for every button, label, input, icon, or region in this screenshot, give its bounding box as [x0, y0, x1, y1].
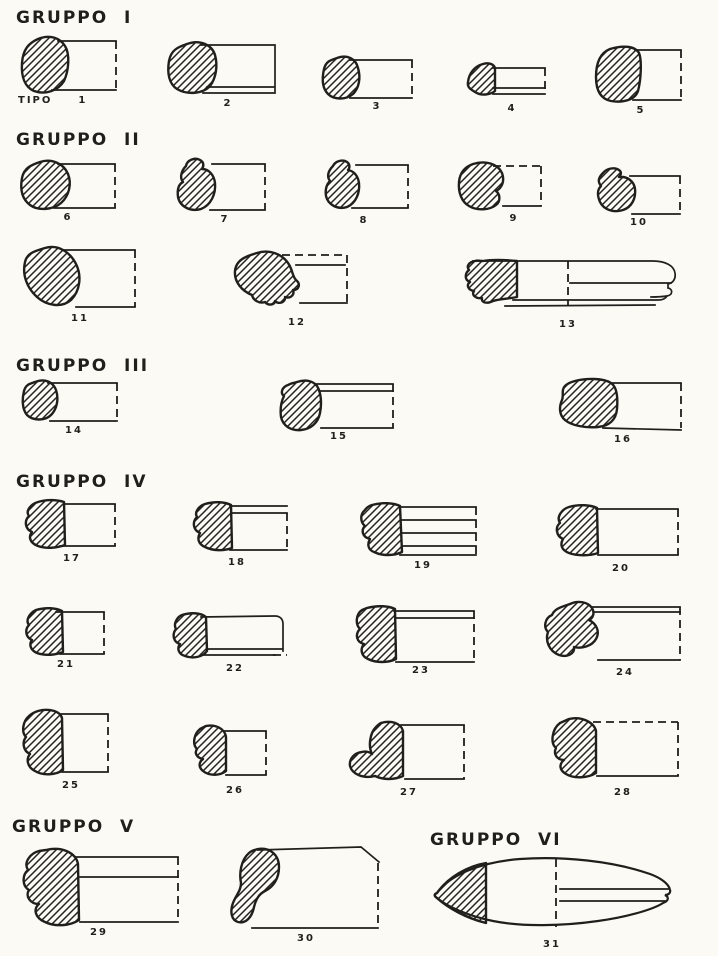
type-label-27: 27	[400, 787, 418, 798]
profile-figure-31	[428, 853, 682, 937]
profile-figure-1	[18, 34, 122, 100]
type-label-28: 28	[614, 787, 632, 798]
type-label-2: 2	[223, 98, 233, 109]
wall-outline-15	[315, 384, 393, 428]
rim-section-19	[361, 503, 402, 555]
rim-section-24	[545, 602, 598, 656]
type-label-30: 30	[297, 933, 315, 944]
wall-outline-22	[201, 616, 283, 655]
rim-section-14	[23, 380, 58, 419]
wall-outline-26	[224, 731, 266, 775]
profile-figure-9	[455, 160, 545, 218]
rim-section-25	[23, 710, 63, 774]
break-line-28	[593, 722, 678, 776]
group-title-2: GRUPPO II	[16, 130, 141, 150]
rim-section-1	[22, 37, 68, 93]
profile-figure-16	[555, 376, 685, 438]
type-label-31: 31	[543, 939, 561, 950]
profile-figure-24	[540, 598, 684, 666]
rim-section-31	[435, 863, 486, 923]
type-label-13: 13	[559, 319, 577, 330]
wall-outline-18	[230, 506, 287, 550]
wall-outline-20	[596, 509, 678, 555]
profile-figure-7	[172, 156, 268, 218]
profile-figure-11	[20, 244, 140, 314]
rim-section-12	[235, 252, 299, 305]
wall-lines-31	[560, 889, 668, 901]
rim-section-11	[24, 247, 79, 305]
rim-section-22	[174, 613, 207, 657]
rim-section-5	[596, 47, 641, 102]
type-label-9: 9	[509, 213, 519, 224]
profile-figure-28	[545, 716, 683, 784]
rim-section-23	[357, 606, 396, 662]
rim-section-10	[598, 168, 635, 211]
rim-section-9	[459, 162, 503, 209]
type-label-23: 23	[412, 665, 430, 676]
profile-figure-12	[230, 248, 352, 314]
type-label-18: 18	[228, 557, 246, 568]
group-title-3: GRUPPO III	[16, 356, 150, 376]
profile-figure-27	[345, 718, 469, 786]
type-label-22: 22	[226, 663, 244, 674]
type-label-5: 5	[636, 105, 646, 116]
rim-section-3	[323, 57, 360, 99]
type-label-26: 26	[226, 785, 244, 796]
profile-figure-2	[165, 38, 279, 100]
wall-outline-7	[210, 164, 265, 210]
profile-figure-22	[167, 611, 289, 663]
rim-section-28	[553, 718, 596, 777]
wall-outline-27	[401, 725, 464, 779]
rim-section-20	[557, 505, 598, 555]
rim-section-27	[350, 722, 403, 779]
wall-outline-23	[394, 611, 474, 662]
profile-figure-29	[18, 846, 182, 930]
rim-section-7	[178, 159, 215, 210]
rim-section-4	[468, 63, 495, 94]
profile-figure-14	[20, 378, 120, 430]
profile-figure-19	[356, 501, 480, 563]
type-label-10: 10	[630, 217, 648, 228]
type-label-12: 12	[288, 317, 306, 328]
rim-section-26	[194, 726, 226, 775]
type-label-29: 29	[90, 927, 108, 938]
profile-figure-13	[455, 253, 685, 315]
wall-outline-24	[592, 607, 680, 660]
wall-outline-12	[296, 265, 347, 303]
type-label-25: 25	[62, 780, 80, 791]
group-title-6: GRUPPO VI	[430, 830, 562, 850]
type-label-1	[18, 95, 87, 106]
wall-outline-29	[76, 857, 178, 922]
type-label-14: 14	[65, 425, 83, 436]
tipo-caption: TIPO	[18, 95, 53, 106]
wall-lines-19	[400, 507, 476, 555]
profile-figure-17	[20, 498, 118, 554]
profile-figure-25	[18, 708, 112, 780]
rim-section-18	[194, 502, 232, 550]
rim-section-13	[466, 260, 517, 303]
rim-section-21	[26, 608, 63, 655]
profile-figure-5	[593, 44, 685, 106]
type-label-19: 19	[414, 560, 432, 571]
type-label-8: 8	[359, 215, 369, 226]
rim-section-16	[560, 379, 617, 427]
profile-figure-23	[350, 604, 478, 670]
type-label-17: 17	[63, 553, 81, 564]
type-label-21: 21	[57, 659, 75, 670]
profile-figure-15	[275, 376, 397, 436]
wall-outline-10	[630, 176, 680, 214]
rim-section-6	[21, 161, 69, 209]
rim-section-2	[168, 42, 216, 93]
type-label-3: 3	[372, 101, 382, 112]
rim-section-17	[26, 500, 65, 548]
wall-outline-8	[352, 165, 408, 208]
group-title-5: GRUPPO V	[12, 817, 136, 837]
type-label-7: 7	[220, 214, 230, 225]
profile-figure-20	[550, 503, 682, 561]
profile-figure-3	[320, 54, 416, 106]
type-label-16: 16	[614, 434, 632, 445]
profile-figure-8	[320, 158, 412, 218]
profile-figure-18	[188, 500, 290, 556]
group-title-1: GRUPPO I	[16, 8, 133, 28]
wall-lines-13	[505, 283, 671, 306]
type-label-15: 15	[330, 431, 348, 442]
type-label-20: 20	[612, 563, 630, 574]
wall-outline-17	[60, 504, 115, 546]
wall-outline-4	[493, 68, 545, 94]
type-label-11: 11	[71, 313, 89, 324]
wall-outline-25	[60, 714, 108, 772]
profile-figure-4	[465, 60, 549, 102]
type-label-24: 24	[616, 667, 634, 678]
profile-figure-26	[188, 723, 270, 783]
profile-figure-21	[20, 606, 108, 662]
type-number-1: 1	[78, 95, 88, 106]
group-title-4: GRUPPO IV	[16, 472, 148, 492]
profile-figure-10	[592, 166, 684, 222]
type-label-6: 6	[63, 212, 73, 223]
profile-figure-30	[228, 843, 392, 935]
profile-figure-6	[18, 158, 118, 216]
rim-section-30	[231, 849, 279, 923]
rim-section-8	[326, 161, 359, 208]
rim-section-15	[281, 381, 321, 431]
type-label-4: 4	[507, 103, 517, 114]
rim-section-29	[24, 849, 79, 925]
